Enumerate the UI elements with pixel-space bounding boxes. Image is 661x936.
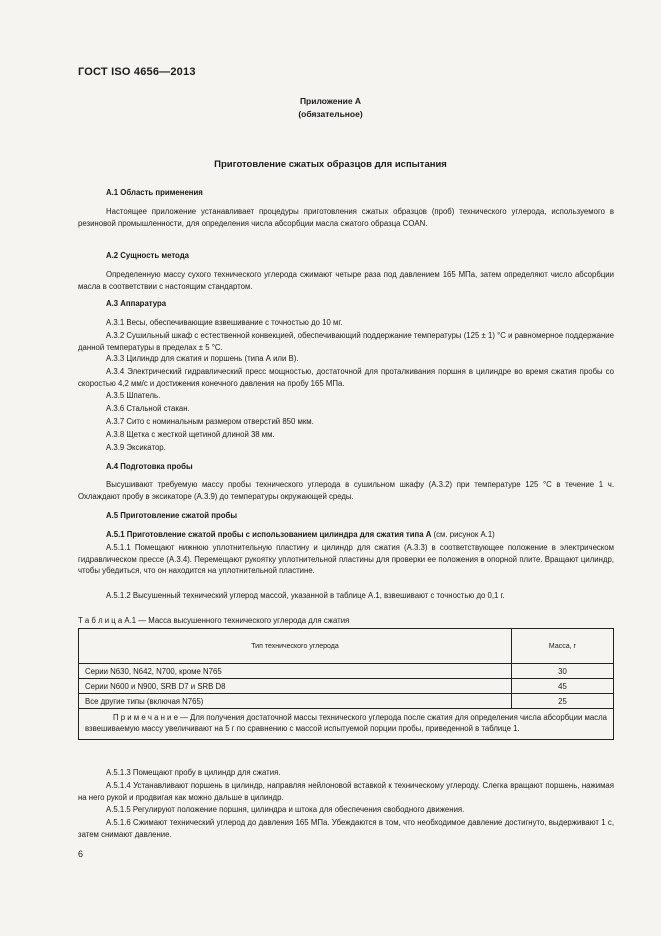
table-note-row xyxy=(79,709,614,740)
table-row xyxy=(79,694,614,709)
apparatus-item: А.3.1 Весы, обеспечивающие взвешивание с точностью до 10 мг. xyxy=(106,318,343,327)
table-cell-mass: 30 xyxy=(512,664,614,679)
table-header-type: Тип технического углерода xyxy=(79,629,512,664)
table-cell-type: Серии N630, N642, N700, кроме N765 xyxy=(79,664,512,679)
table-row xyxy=(79,664,614,679)
table-header-row xyxy=(79,629,614,664)
page-number: 6 xyxy=(78,849,84,859)
table-note: П р и м е ч а н и е — Для получения достаточной массы технического углерода после сжатия для определения числа абсорбции масла взвешиваемую массу увеличивают на 5 г по сравнению с массой испытуемой порции пробы, приведенной в таблице 1. xyxy=(79,709,614,740)
subsection-heading-bold: А.5.1 Приготовление сжатой пробы с использованием цилиндра для сжатия типа А xyxy=(106,530,432,539)
table-caption: Т а б л и ц а А.1 — Масса высушенного технического углерода для сжатия xyxy=(78,616,350,625)
table-cell-mass: 45 xyxy=(512,679,614,694)
table-row xyxy=(79,679,614,694)
apparatus-item: А.3.5 Шпатель. xyxy=(106,391,161,400)
table-cell-mass: 25 xyxy=(512,694,614,709)
paragraph-a511: А.5.1.1 Помещают нижнюю уплотнительную пластину и цилиндр для сжатия (А.3.3) в соответствующее положение в электрическом гидравлическом прессе (А.3.4). Перемещают рукоятку уплотнительной пластины для проверки ее положения в опорной плите. Вращают цилиндр, чтобы убедиться, что он находится на уплотнительной пластине. xyxy=(78,543,614,576)
paragraph-a512: А.5.1.2 Высушенный технический углерод массой, указанной в таблице А.1, взвешивают с точностью до 0,1 г. xyxy=(106,591,505,600)
paragraph-a516: А.5.1.6 Сжимают технический углерод до давления 165 МПа. Убеждаются в том, что необходимое давление достигнуто, выдерживают 1 с, затем снимают давление. xyxy=(78,818,614,839)
apparatus-item: А.3.2 Сушильный шкаф с естественной конвекцией, обеспечивающий поддержание температуры (125 ± 1) °С и равномерное поддержание данной температуры в пределах ± 5 °С. xyxy=(78,331,614,352)
section-text-a1: Настоящее приложение устанавливает процедуры приготовления сжатых образцов (проб) технического углерода, используемого в резиновой промышленности, для определения числа абсорбции масла сжатого образца COAN. xyxy=(78,207,614,228)
section-text-a4: Высушивают требуемую массу пробы технического углерода в сушильном шкафу (А.3.2) при температуре 125 °С в течение 1 ч. Охлаждают пробу в эксикаторе (А.3.9) до температуры окружающей среды. xyxy=(78,480,614,501)
section-heading-a1: А.1 Область применения xyxy=(106,188,203,197)
subsection-heading-a51 xyxy=(78,529,614,541)
paragraph-a515: А.5.1.5 Регулируют положение поршня, цилиндра и штока для обеспечения свободного движения. xyxy=(106,805,465,814)
paragraph-a513: А.5.1.3 Помещают пробу в цилиндр для сжатия. xyxy=(106,768,281,777)
standard-header: ГОСТ ISO 4656—2013 xyxy=(78,66,196,78)
document-title: Приготовление сжатых образцов для испытания xyxy=(214,159,447,170)
paragraph-a514: А.5.1.4 Устанавливают поршень в цилиндр, направляя нейлоновой вставкой к техническому углероду. Слегка вращают поршень, нажимая на него рукой и продвигая как можно дальше в цилиндр. xyxy=(78,781,614,802)
apparatus-item: А.3.3 Цилиндр для сжатия и поршень (типа А или В). xyxy=(106,354,299,363)
apparatus-item: А.3.7 Сито с номинальным размером отверстий 850 мкм. xyxy=(106,417,314,426)
table-cell-type: Все другие типы (включая N765) xyxy=(79,694,512,709)
mass-table xyxy=(78,628,614,740)
section-heading-a5: А.5 Приготовление сжатой пробы xyxy=(106,511,237,520)
section-heading-a3: А.3 Аппаратура xyxy=(106,299,167,308)
apparatus-item: А.3.6 Стальной стакан. xyxy=(106,404,190,413)
apparatus-item: А.3.9 Эксикатор. xyxy=(106,443,166,452)
apparatus-item: А.3.8 Щетка с жесткой щетиной длиной 38 мм. xyxy=(106,430,275,439)
subsection-heading-ref: (см. рисунок А.1) xyxy=(431,530,495,539)
table-header-mass: Масса, г xyxy=(512,629,614,664)
table-cell-type: Серии N600 и N900, SRB D7 и SRB D8 xyxy=(79,679,512,694)
annex-status: (обязательное) xyxy=(298,109,363,119)
annex-title: Приложение А xyxy=(299,96,362,106)
section-heading-a2: А.2 Сущность метода xyxy=(106,251,189,260)
apparatus-item: А.3.4 Электрический гидравлический пресс мощностью, достаточной для проталкивания поршня в цилиндре во время сжатия пробы со скоростью 4,2 мм/с и достижения конечного давления на пробу 165 МПа. xyxy=(78,367,614,388)
section-text-a2: Определенную массу сухого технического углерода сжимают четыре раза под давлением 165 МПа, затем определяют число абсорбции масла в соответствии с настоящим стандартом. xyxy=(78,270,614,291)
section-heading-a4: А.4 Подготовка пробы xyxy=(106,462,193,471)
